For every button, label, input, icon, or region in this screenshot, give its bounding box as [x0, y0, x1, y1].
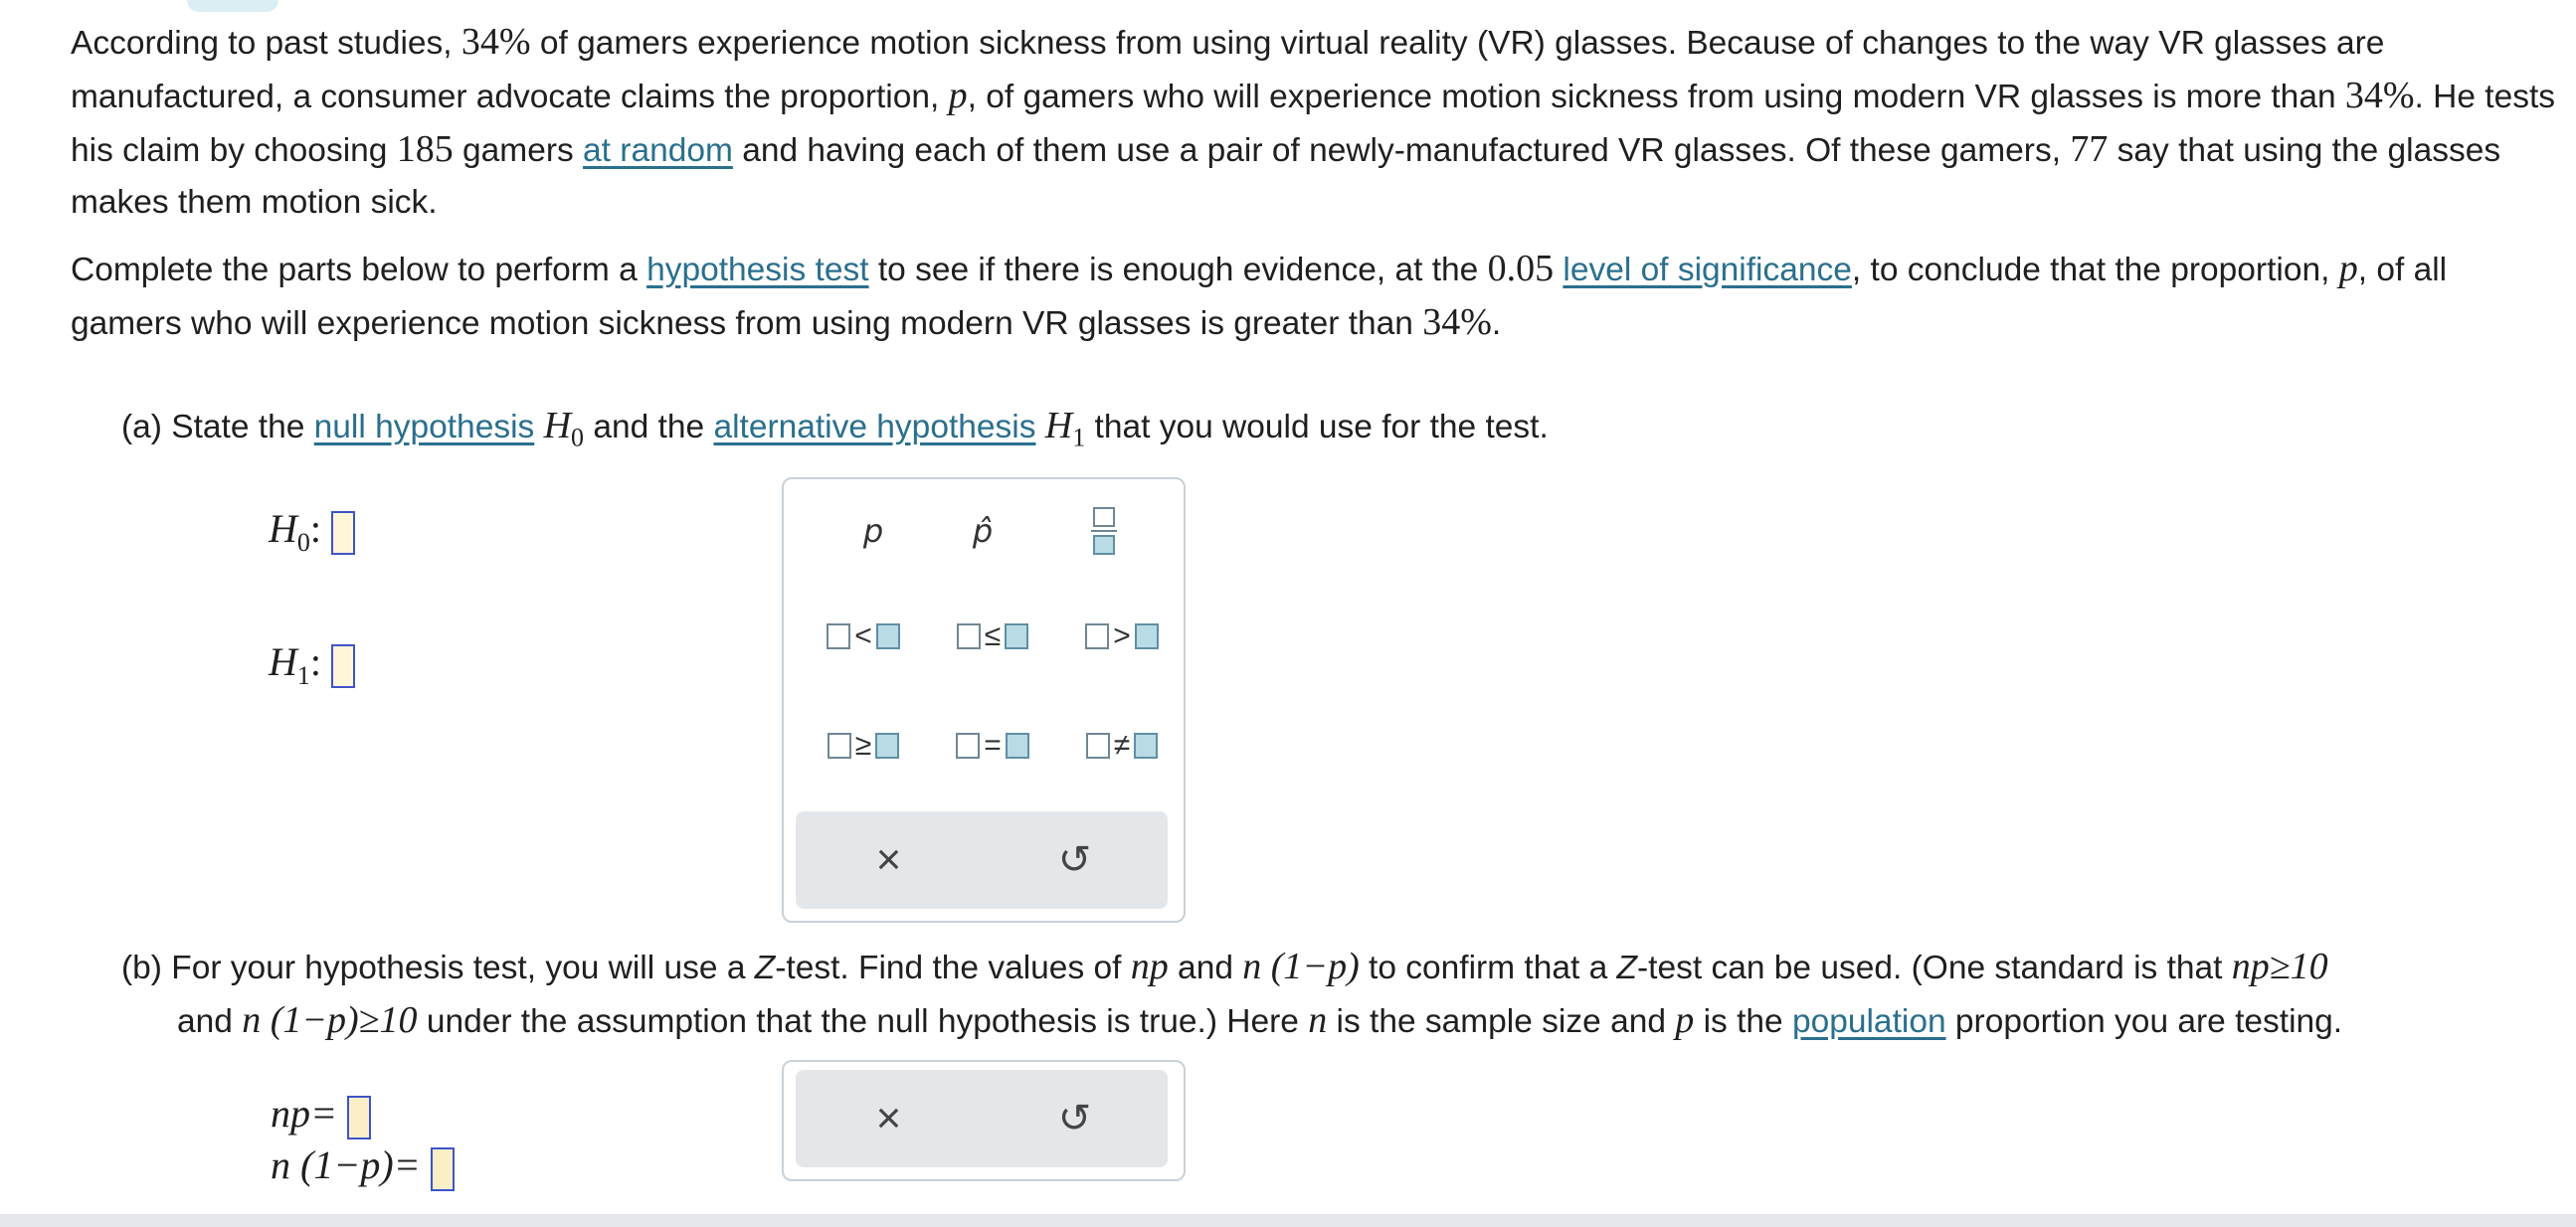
n1p-answer-input[interactable] — [431, 1147, 455, 1191]
link-at-random[interactable]: at random — [583, 132, 733, 169]
math-condition-1: np≥10 — [2231, 946, 2328, 987]
greater-than-button[interactable]: > — [1062, 607, 1182, 666]
significance-level: 0.05 — [1487, 248, 1555, 289]
np-answer-row — [271, 1090, 371, 1139]
text: is the — [1694, 1003, 1792, 1040]
percent-value: 34% — [1422, 301, 1492, 343]
text: proportion you are testing. — [1945, 1003, 2343, 1040]
text: . He tests his claim by choosing — [71, 79, 2556, 169]
text: and — [177, 1003, 243, 1040]
h0-label: H — [269, 506, 297, 551]
math-palette — [782, 477, 1186, 923]
text: Complete the parts below to perform a — [71, 252, 647, 288]
text: gamers — [453, 132, 584, 169]
fraction-icon — [1091, 507, 1117, 555]
percent-value: 34% — [2344, 75, 2415, 116]
undo-icon: ↺ — [1057, 838, 1092, 882]
text: Z — [754, 950, 776, 986]
close-icon: × — [875, 1094, 902, 1142]
h0-answer-input[interactable] — [331, 511, 355, 555]
n1p-answer-row — [271, 1141, 455, 1191]
clear-button-b[interactable] — [796, 1070, 982, 1167]
math-condition-2: n (1−p)≥10 — [242, 999, 418, 1041]
link-hypothesis-test[interactable]: hypothesis test — [646, 252, 869, 288]
text: and having each of them use a pair of newly-manufactured VR glasses. Of these gamers, — [732, 132, 2071, 169]
palette-action-bar — [796, 811, 1168, 909]
p-hat-button[interactable]: p̂ — [972, 512, 994, 550]
link-alternative-hypothesis[interactable]: alternative hypothesis — [713, 409, 1036, 445]
text: to see if there is enough evidence, at the — [868, 252, 1488, 288]
text: of gamers experience motion sickness from using virtual reality (VR) glasses. Because of changes to the way VR glasses are manufactured, a consumer advocate claims the proportion, — [71, 25, 2385, 115]
variable-p: p — [948, 75, 968, 116]
h1-label: H — [269, 639, 297, 684]
text: (a) State the — [121, 409, 314, 445]
text: According to past studies, — [71, 25, 461, 62]
symbol-h1: $H_1$ — [1044, 405, 1086, 452]
text: (b) For your hypothesis test, you will use a — [121, 950, 755, 986]
symbol-h0: $H_0$ — [543, 405, 585, 452]
equal-button[interactable]: = — [933, 716, 1052, 776]
text: -test. Find the values of — [775, 950, 1131, 986]
text: under the assumption that the null hypothesis is true.) Here — [417, 1003, 1309, 1040]
success-count: 77 — [2070, 128, 2109, 170]
undo-button-b[interactable] — [982, 1070, 1168, 1167]
math-n1p: n (1−p) — [1242, 946, 1360, 987]
text: . — [1491, 305, 1502, 342]
instructions — [71, 243, 2557, 350]
less-than-button[interactable]: < — [804, 607, 923, 666]
p-button[interactable]: p — [862, 512, 884, 550]
variable-p: p — [2338, 248, 2358, 289]
bottom-divider — [0, 1214, 2576, 1227]
numeric-palette — [782, 1060, 1186, 1181]
text: Z — [1616, 950, 1637, 986]
variable-p: p — [1675, 999, 1695, 1041]
text: , of all gamers who will experience motion sickness from using modern VR glasses is greater than — [71, 252, 2448, 342]
undo-button[interactable] — [982, 811, 1168, 909]
undo-icon: ↺ — [1057, 1097, 1092, 1140]
percent-value: 34% — [460, 21, 531, 63]
text: say that using the glasses makes them motion sick. — [71, 132, 2501, 221]
greater-equal-button[interactable]: ≥ — [804, 716, 923, 776]
link-level-of-significance[interactable]: level of significance — [1563, 252, 1852, 288]
fraction-button[interactable] — [1054, 501, 1154, 561]
text: , of gamers who will experience motion sickness from using modern VR glasses is more than — [967, 79, 2345, 115]
text: and — [1168, 950, 1243, 986]
text: and the — [584, 409, 714, 445]
part-b-prompt — [121, 941, 2548, 1048]
text: to confirm that a — [1359, 950, 1617, 986]
part-a-prompt — [121, 400, 1549, 464]
n1p-label: n (1−p)= — [271, 1142, 421, 1187]
h0-answer-row: $H_0$: — [269, 505, 355, 558]
numeric-palette-action-bar — [796, 1070, 1168, 1167]
sample-size: 185 — [396, 128, 454, 170]
less-equal-button[interactable]: ≤ — [933, 607, 1052, 666]
close-icon: × — [875, 835, 902, 884]
text: , to conclude that the proportion, — [1851, 252, 2339, 288]
link-population[interactable]: population — [1791, 1003, 1946, 1040]
h1-answer-row: $H_1$: — [269, 638, 355, 691]
variable-n: n — [1308, 999, 1328, 1041]
clear-button[interactable] — [796, 811, 982, 909]
text: is the sample size and — [1327, 1003, 1676, 1040]
np-answer-input[interactable] — [347, 1096, 371, 1139]
text — [1554, 252, 1563, 288]
top-tab-indicator — [187, 0, 278, 12]
np-label: np= — [271, 1091, 337, 1136]
link-null-hypothesis[interactable]: null hypothesis — [313, 409, 535, 445]
problem-statement — [71, 16, 2557, 229]
h1-answer-input[interactable] — [331, 644, 355, 688]
text: that you would use for the test. — [1085, 409, 1549, 445]
text: -test can be used. (One standard is that — [1637, 950, 2232, 986]
not-equal-button[interactable]: ≠ — [1062, 716, 1182, 776]
math-np: np — [1130, 946, 1169, 987]
